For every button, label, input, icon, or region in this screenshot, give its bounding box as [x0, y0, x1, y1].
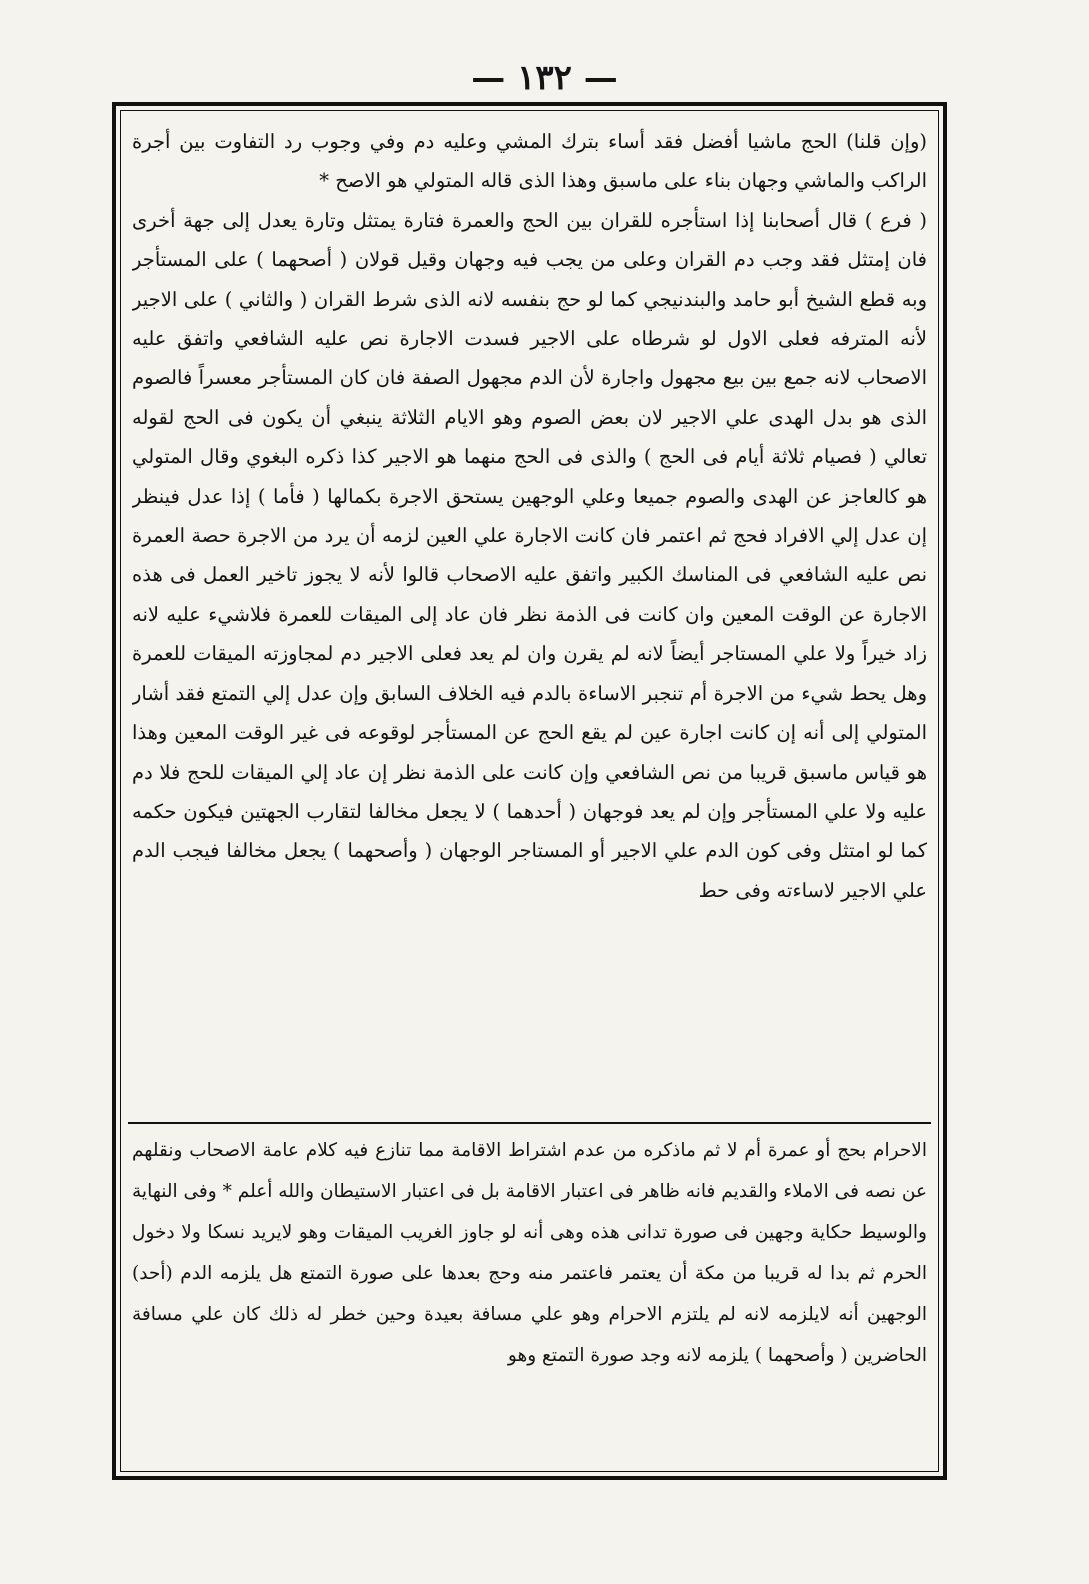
main-paragraph: (وإن قلنا) الحج ماشيا أفضل فقد أساء بترك المشي وعليه دم وفي وجوب رد التفاوت بين أجرة الراكب والماشي وجهان بناء على ماسبق وهذا الذى قاله المتولي هو الاصح *: [132, 130, 927, 193]
page-number: — ١٣٢ —: [471, 58, 618, 98]
notes-paragraph: الاحرام بحج أو عمرة أم لا ثم ماذكره من عدم اشتراط الاقامة مما تنازع فيه كلام عامة الاصحاب ونقلهم عن نصه فى الاملاء والقديم فانه ظاهر فى اعتبار الاقامة بل فى اعتبار الاستيطان والله أعلم * وفى النهاية والوسيط حكاية وجهين فى صورة تدانى هذه وهى أنه لو جاوز الغريب الميقات وهو لايريد نسكا ولا دخول الحرم ثم بدا له قريبا من مكة أن يعتمر فاعتمر منه وحج بعدها على صورة التمتع هل يلزمه الدم (أحد) الوجهين أنه لايلزمه لانه لم يلتزم الاحرام وهو علي مسافة بعيدة وحين خطر له ذلك كان علي مسافة الحاضرين ( وأصحهما ) يلزمه لانه وجد صورة التمتع وهو: [132, 1140, 927, 1366]
section-divider: [128, 1122, 931, 1124]
notes-text-block: [132, 1130, 927, 1465]
main-text-block: [132, 122, 927, 1112]
main-paragraph: ( فرع ) قال أصحابنا إذا استأجره للقران بين الحج والعمرة فتارة يمتثل وتارة يعدل إلى جهة أخرى فان إمتثل فقد وجب دم القران وعلى من يجب فيه وجهان وقيل قولان ( أصحهما ) على المستأجر وبه قطع الشيخ أبو حامد والبندنيجي كما لو حج بنفسه لانه الذى شرط القران ( والثاني ) على الاجير لأنه المترفه فعلى الاول لو شرطاه على الاجير فسدت الاجارة نص عليه الشافعي واتفق عليه الاصحاب لانه جمع بين بيع مجهول واجارة لأن الدم مجهول الصفة فان كان المستأجر معسراً فالصوم الذى هو بدل الهدى علي الاجير لان بعض الصوم وهو الايام الثلاثة ينبغي أن يكون فى الحج لقوله تعالي ( فصيام ثلاثة أيام فى الحج ) والذى فى الحج منهما هو الاجير كذا ذكره البغوي وقال المتولي هو كالعاجز عن الهدى والصوم جميعا وعلي الوجهين يستحق الاجرة بكمالها ( فأما ) إذا عدل فينظر إن عدل إلي الافراد فحج ثم اعتمر فان كانت الاجارة علي العين لزمه أن يرد من الاجرة حصة العمرة نص عليه الشافعي فى المناسك الكبير واتفق عليه الاصحاب قالوا لأنه لا يجوز تاخير العمل فى هذه الاجارة عن الوقت المعين وان كانت فى الذمة نظر فان عاد إلى الميقات للعمرة فلاشيء عليه لانه زاد خيراً ولا علي المستاجر أيضاً لانه لم يقرن وان لم يعد فعلى الاجير دم لمجاوزته الميقات للعمرة وهل يحط شيء من الاجرة أم تنجبر الاساءة بالدم فيه الخلاف السابق وإن عدل إلي التمتع فقد أشار المتولي إلى أنه إن كانت اجارة عين لم يقع الحج عن المستأجر لوقوعه فى غير الوقت المعين وهذا هو قياس ماسبق قريبا من نص الشافعي وإن كانت على الذمة نظر إن عاد إلي الميقات للحج فلا دم عليه ولا علي المستأجر وإن لم يعد فوجهان ( أحدهما ) لا يجعل مخالفا لتقارب الجهتين فيكون حكمه كما لو امتثل وفى كون الدم علي الاجير أو المستاجر الوجهان ( وأصحهما ) يجعل مخالفا فيجب الدم علي الاجير لاساءته وفى حط: [132, 208, 927, 902]
